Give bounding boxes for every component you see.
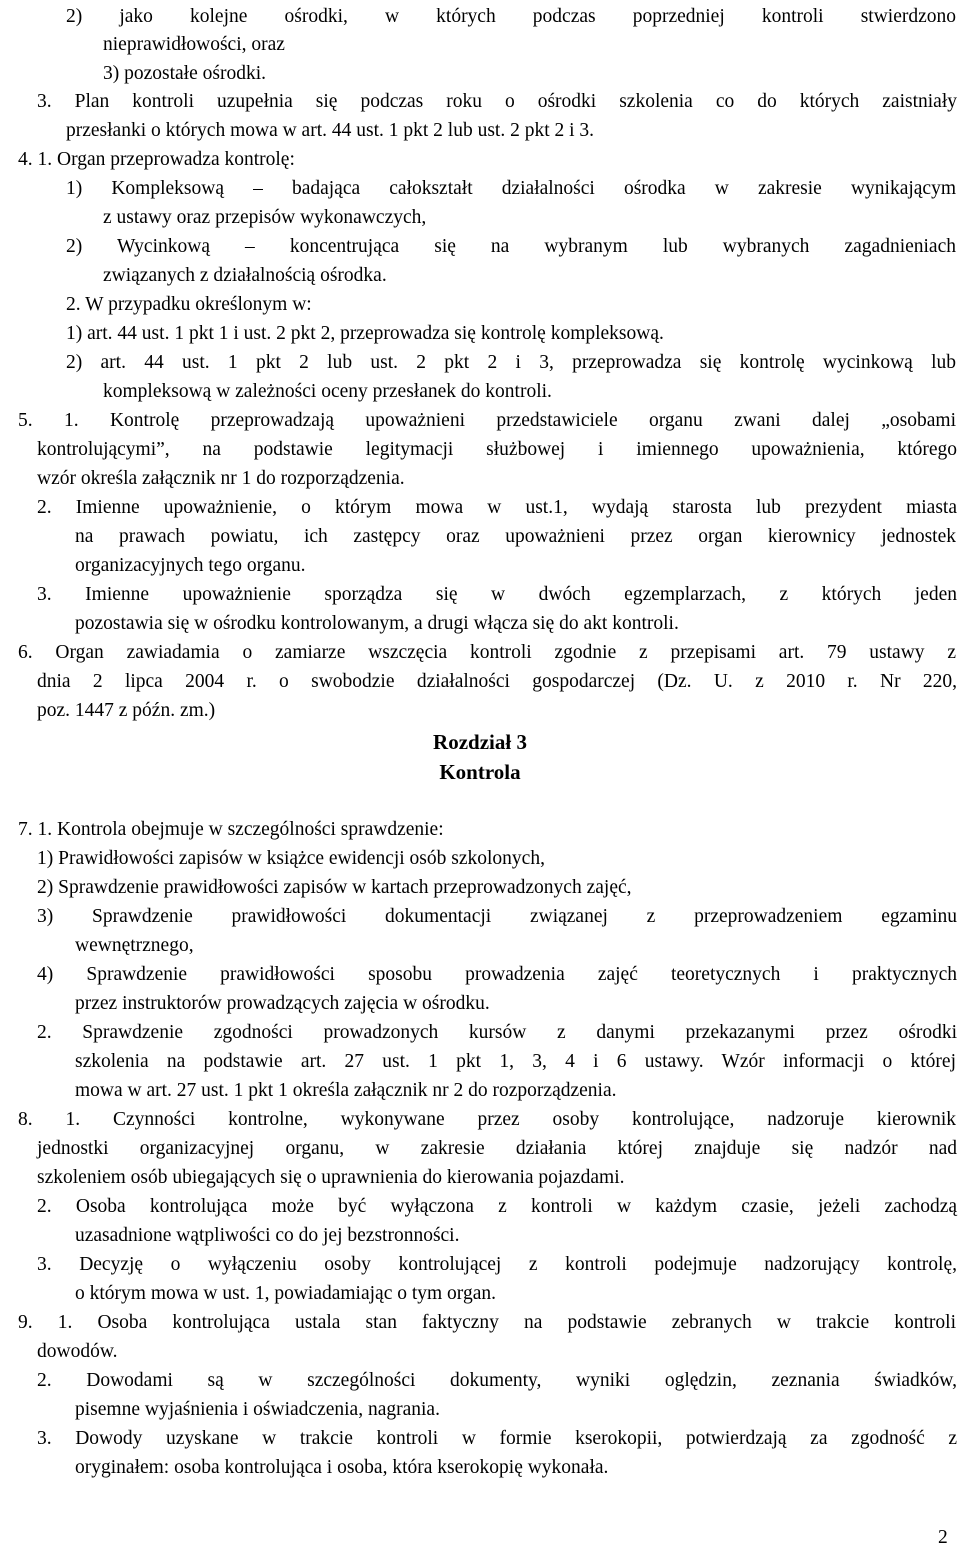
text-line: przez instruktorów prowadzących zajęcia w ośrodku. <box>75 993 490 1014</box>
text-line: nieprawidłowości, oraz <box>103 34 285 55</box>
text-line: przesłanki o których mowa w art. 44 ust. 1 pkt 2 lub ust. 2 pkt 2 i 3. <box>66 120 595 141</box>
text-line: 1) art. 44 ust. 1 pkt 1 i ust. 2 pkt 2, przeprowadza się kontrolę kompleksową. <box>66 323 664 344</box>
text-line: 3) Sprawdzenie prawidłowości dokumentacji związanej z przeprowadzeniem egzaminu <box>37 906 957 927</box>
text-line: uzasadnione wątpliwości co do jej bezstronności. <box>75 1225 460 1246</box>
text-line: 3. Imienne upoważnienie sporządza się w dwóch egzemplarzach, z których jeden <box>37 584 957 605</box>
text-line: 3) pozostałe ośrodki. <box>103 63 267 84</box>
text-line: 2) jako kolejne ośrodki, w których podczas poprzedniej kontroli stwierdzono <box>66 6 956 27</box>
chapter-title: Rozdział 3 <box>433 730 527 754</box>
text-line: 3. Dowody uzyskane w trakcie kontroli w formie kserokopii, potwierdzają za zgodność z <box>37 1428 957 1449</box>
text-line: wewnętrznego, <box>75 935 194 956</box>
text-line: pozostawia się w ośrodku kontrolowanym, a drugi włącza się do akt kontroli. <box>75 613 679 634</box>
text-line: oryginałem: osoba kontrolująca i osoba, która kserokopię wykonała. <box>75 1457 609 1478</box>
text-line: mowa w art. 27 ust. 1 pkt 1 określa załącznik nr 2 do rozporządzenia. <box>75 1080 617 1101</box>
text-line: 2. W przypadku określonym w: <box>66 294 312 315</box>
text-line: na prawach powiatu, ich zastępcy oraz upoważnieni przez organ kierownicy jednostek <box>75 526 956 547</box>
text-line: dowodów. <box>37 1341 118 1362</box>
chapter-subtitle: Kontrola <box>439 760 521 784</box>
text-line: 2. Imienne upoważnienie, o którym mowa w ust.1, wydają starosta lub prezydent miasta <box>37 497 957 518</box>
text-line: z ustawy oraz przepisów wykonawczych, <box>103 207 427 228</box>
text-line: jednostki organizacyjnej organu, w zakresie działania której znajduje się nadzór nad <box>37 1138 957 1159</box>
text-line: 5. 1. Kontrolę przeprowadzają upoważnieni przedstawiciele organu zwani dalej „osobami <box>18 410 956 431</box>
text-line: 4) Sprawdzenie prawidłowości sposobu prowadzenia zajęć teoretycznych i praktycznych <box>37 964 957 985</box>
text-line: 2) Wycinkową – koncentrująca się na wybranym lub wybranych zagadnieniach <box>66 236 956 257</box>
text-line: poz. 1447 z późn. zm.) <box>37 700 216 721</box>
text-line: 2. Sprawdzenie zgodności prowadzonych kursów z danymi przekazanymi przez ośrodki <box>37 1022 957 1043</box>
text-line: 2) art. 44 ust. 1 pkt 2 lub ust. 2 pkt 2 i 3, przeprowadza się kontrolę wycinkową lub <box>66 352 956 373</box>
text-line: 3. Decyzję o wyłączeniu osoby kontrolującej z kontroli podejmuje nadzorujący kontrolę, <box>37 1254 957 1275</box>
text-line: dnia 2 lipca 2004 r. o swobodzie działalności gospodarczej (Dz. U. z 2010 r. Nr 220, <box>37 671 957 692</box>
text-line: 7. 1. Kontrola obejmuje w szczególności sprawdzenie: <box>18 819 444 840</box>
text-line: 1) Kompleksową – badająca całokształt działalności ośrodka w zakresie wynikającym <box>66 178 956 199</box>
text-line: 3. Plan kontroli uzupełnia się podczas roku o ośrodki szkolenia co do których zaistniały <box>37 91 957 112</box>
text-line: związanych z działalnością ośrodka. <box>103 265 387 286</box>
text-line: szkolenia na podstawie art. 27 ust. 1 pkt 1, 3, 4 i 6 ustawy. Wzór informacji o której <box>75 1051 956 1072</box>
text-line: organizacyjnych tego organu. <box>75 555 306 576</box>
text-line: 1) Prawidłowości zapisów w książce ewidencji osób szkolonych, <box>37 848 545 869</box>
text-line: 2) Sprawdzenie prawidłowości zapisów w kartach przeprowadzonych zajęć, <box>37 877 632 898</box>
text-line: kompleksową w zależności oceny przesłanek do kontroli. <box>103 381 552 402</box>
text-line: 6. Organ zawiadamia o zamiarze wszczęcia kontroli zgodnie z przepisami art. 79 ustawy z <box>18 642 956 663</box>
text-line: kontrolującymi”, na podstawie legitymacji służbowej i imiennego upoważnienia, którego <box>37 439 957 460</box>
text-line: 2. Dowodami są w szczególności dokumenty, wyniki oględzin, zeznania świadków, <box>37 1370 957 1391</box>
page-number: 2 <box>938 1527 948 1548</box>
text-line: pisemne wyjaśnienia i oświadczenia, nagrania. <box>75 1399 440 1420</box>
text-line: wzór określa załącznik nr 1 do rozporządzenia. <box>37 468 405 489</box>
text-line: 2. Osoba kontrolująca może być wyłączona z kontroli w każdym czasie, jeżeli zachodzą <box>37 1196 957 1217</box>
text-line: 4. 1. Organ przeprowadza kontrolę: <box>18 149 295 170</box>
text-line: o którym mowa w ust. 1, powiadamiając o tym organ. <box>75 1283 496 1304</box>
text-line: 9. 1. Osoba kontrolująca ustala stan faktyczny na podstawie zebranych w trakcie kontroli <box>18 1312 956 1333</box>
text-line: szkoleniem osób ubiegających się o uprawnienia do kierowania pojazdami. <box>37 1167 625 1188</box>
text-line: 8. 1. Czynności kontrolne, wykonywane przez osoby kontrolujące, nadzoruje kierownik <box>18 1109 956 1130</box>
